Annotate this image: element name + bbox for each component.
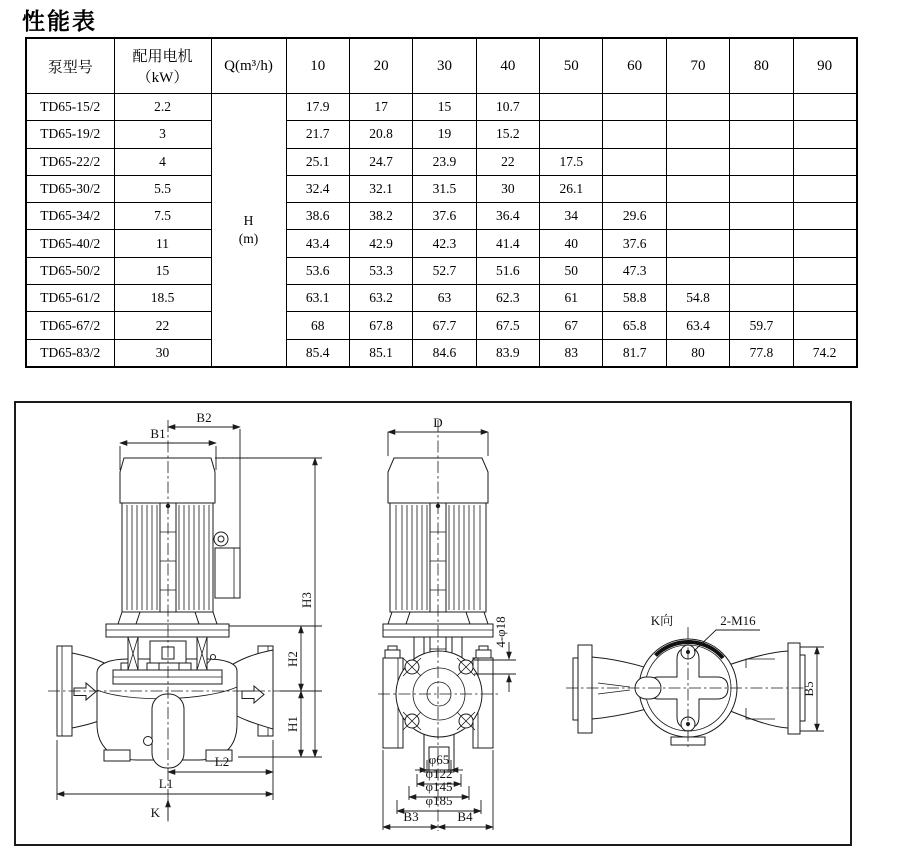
cell-head-value: 54.8 <box>666 285 729 312</box>
cell-head-value: 83 <box>540 339 603 367</box>
cell-motor-kw: 7.5 <box>114 203 211 230</box>
col-header-q30: 30 <box>413 38 476 94</box>
cell-head-value: 37.6 <box>603 230 666 257</box>
cell-head-value: 22 <box>476 148 539 175</box>
cell-head-value <box>793 94 856 121</box>
cell-head-value: 63.4 <box>666 312 729 339</box>
cell-head-value <box>793 203 856 230</box>
cell-head-value <box>793 121 856 148</box>
cell-head-value: 19 <box>413 121 476 148</box>
dim-label-h1: H1 <box>285 716 300 732</box>
performance-table <box>25 37 858 368</box>
cell-head-value: 17 <box>349 94 412 121</box>
cell-head-value <box>793 257 856 284</box>
cell-motor-kw: 2.2 <box>114 94 211 121</box>
cell-head-value: 30 <box>476 175 539 202</box>
cell-head-value <box>730 257 793 284</box>
cell-head-value: 24.7 <box>349 148 412 175</box>
cell-head-value <box>793 285 856 312</box>
cell-head-value: 43.4 <box>286 230 349 257</box>
cell-head-value <box>793 312 856 339</box>
cell-head-value: 10.7 <box>476 94 539 121</box>
cell-head-value: 17.5 <box>540 148 603 175</box>
col-header-q60: 60 <box>603 38 666 94</box>
cell-model: TD65-34/2 <box>26 203 114 230</box>
cell-head-value: 36.4 <box>476 203 539 230</box>
cell-model: TD65-22/2 <box>26 148 114 175</box>
table-row <box>26 94 857 121</box>
cell-head-value <box>603 148 666 175</box>
col-header-model: 泵型号 <box>26 38 114 94</box>
cell-head-value: 53.6 <box>286 257 349 284</box>
cell-head-value: 83.9 <box>476 339 539 367</box>
cell-head-value <box>730 148 793 175</box>
cell-motor-kw: 5.5 <box>114 175 211 202</box>
cell-head-value: 50 <box>540 257 603 284</box>
table-row <box>26 230 857 257</box>
dim-label-d: D <box>433 415 443 430</box>
dim-label-flange-od: φ185 <box>425 793 453 808</box>
col-header-q10: 10 <box>286 38 349 94</box>
cell-head-value <box>603 175 666 202</box>
perf-table-body <box>26 94 857 367</box>
dim-label-k: K <box>150 805 160 820</box>
cell-model: TD65-40/2 <box>26 230 114 257</box>
cell-head-value: 61 <box>540 285 603 312</box>
cell-motor-kw: 15 <box>114 257 211 284</box>
cell-head-value: 59.7 <box>730 312 793 339</box>
dim-label-b4: B4 <box>457 809 473 824</box>
cell-head-value: 34 <box>540 203 603 230</box>
cell-head-value: 77.8 <box>730 339 793 367</box>
cell-head-value: 42.9 <box>349 230 412 257</box>
cell-head-value: 58.8 <box>603 285 666 312</box>
cell-head-value: 21.7 <box>286 121 349 148</box>
cell-head-value: 38.6 <box>286 203 349 230</box>
cell-head-value <box>793 230 856 257</box>
dim-label-h3: H3 <box>299 592 314 608</box>
cell-head-value <box>666 230 729 257</box>
cell-head-value: 29.6 <box>603 203 666 230</box>
cell-head-value: 63.2 <box>349 285 412 312</box>
cell-head-value: 53.3 <box>349 257 412 284</box>
table-row <box>26 257 857 284</box>
cell-head-value <box>540 94 603 121</box>
dim-label-raised-face: φ145 <box>425 779 453 794</box>
dim-label-bolt-holes: 4-φ18 <box>493 616 508 648</box>
cell-head-value: 85.4 <box>286 339 349 367</box>
cell-head-value <box>666 175 729 202</box>
cell-head-value: 65.8 <box>603 312 666 339</box>
table-row <box>26 339 857 367</box>
cell-head-value <box>603 121 666 148</box>
cell-head-value: 32.1 <box>349 175 412 202</box>
cell-head-value <box>730 175 793 202</box>
k-view-title: K向 <box>650 613 674 628</box>
cell-head-value: 23.9 <box>413 148 476 175</box>
cell-head-value <box>666 203 729 230</box>
front-view <box>378 415 516 831</box>
side-view <box>48 410 322 822</box>
cell-head-value <box>793 175 856 202</box>
cell-model: TD65-19/2 <box>26 121 114 148</box>
col-header-motor <box>114 38 211 94</box>
cell-head-value: 20.8 <box>349 121 412 148</box>
col-header-q70: 70 <box>666 38 729 94</box>
cell-head-value <box>603 94 666 121</box>
cell-motor-kw: 11 <box>114 230 211 257</box>
col-header-q40: 40 <box>476 38 539 94</box>
cell-head-value <box>666 94 729 121</box>
cell-head-value <box>730 121 793 148</box>
cell-model: TD65-83/2 <box>26 339 114 367</box>
cell-head-value: 67 <box>540 312 603 339</box>
cell-head-value: 42.3 <box>413 230 476 257</box>
table-header-row <box>26 38 857 94</box>
table-row <box>26 148 857 175</box>
cell-head-value: 80 <box>666 339 729 367</box>
dim-label-bolt-circle: φ122 <box>425 766 453 781</box>
cell-head-value: 32.4 <box>286 175 349 202</box>
cell-motor-kw: 22 <box>114 312 211 339</box>
cell-head-value: 52.7 <box>413 257 476 284</box>
dim-label-l1: L1 <box>158 776 174 791</box>
cell-model: TD65-30/2 <box>26 175 114 202</box>
cell-head-value <box>666 148 729 175</box>
table-row <box>26 121 857 148</box>
dim-label-b3: B3 <box>403 809 419 824</box>
table-row <box>26 312 857 339</box>
cell-head-value: 37.6 <box>413 203 476 230</box>
table-row <box>26 175 857 202</box>
pump-drawing-svg <box>16 403 850 844</box>
col-header-q80: 80 <box>730 38 793 94</box>
cell-head-value: 15.2 <box>476 121 539 148</box>
cell-motor-kw: 18.5 <box>114 285 211 312</box>
cell-head-value: 15 <box>413 94 476 121</box>
cell-head-value: 63.1 <box>286 285 349 312</box>
cell-head-value: 74.2 <box>793 339 856 367</box>
cell-head-value: 26.1 <box>540 175 603 202</box>
table-row <box>26 203 857 230</box>
table-row <box>26 285 857 312</box>
cell-head-value: 85.1 <box>349 339 412 367</box>
cell-head-value: 67.8 <box>349 312 412 339</box>
dim-label-b5: B5 <box>801 681 816 697</box>
cell-motor-kw: 30 <box>114 339 211 367</box>
cell-head-value <box>666 257 729 284</box>
col-header-motor-line2: （kW） <box>136 70 189 86</box>
cell-model: TD65-50/2 <box>26 257 114 284</box>
dim-label-thread: 2-M16 <box>720 613 756 628</box>
dim-label-b1: B1 <box>150 426 166 441</box>
cell-head-value: 81.7 <box>603 339 666 367</box>
cell-head-value: 47.3 <box>603 257 666 284</box>
cell-head-value: 68 <box>286 312 349 339</box>
dim-label-h2: H2 <box>285 651 300 667</box>
cell-head-value: 62.3 <box>476 285 539 312</box>
cell-head-value: 67.5 <box>476 312 539 339</box>
pump-dimension-drawing <box>14 401 852 846</box>
cell-head-value: 67.7 <box>413 312 476 339</box>
cell-head-value: 31.5 <box>413 175 476 202</box>
cell-head-value: 40 <box>540 230 603 257</box>
cell-head-value: 63 <box>413 285 476 312</box>
cell-head-value <box>730 230 793 257</box>
k-direction-view <box>566 613 824 750</box>
dim-label-b2: B2 <box>196 410 212 425</box>
cell-head-value: 38.2 <box>349 203 412 230</box>
cell-head-value: 25.1 <box>286 148 349 175</box>
col-header-q90: 90 <box>793 38 856 94</box>
col-header-motor-line1: 配用电机 <box>132 49 193 65</box>
cell-head-value <box>730 285 793 312</box>
cell-model: TD65-67/2 <box>26 312 114 339</box>
cell-head-value: 41.4 <box>476 230 539 257</box>
dim-label-bore: φ65 <box>428 752 450 767</box>
page-title: 性能表 <box>22 9 97 35</box>
cell-head-value <box>730 203 793 230</box>
cell-motor-kw: 3 <box>114 121 211 148</box>
cell-head-value <box>666 121 729 148</box>
cell-head-value: 17.9 <box>286 94 349 121</box>
cell-head-value <box>730 94 793 121</box>
cell-head-value: 51.6 <box>476 257 539 284</box>
col-header-flow: Q(m³/h) <box>211 38 286 94</box>
head-unit-cell: H (m) <box>211 94 286 367</box>
cell-head-value <box>540 121 603 148</box>
cell-head-value <box>793 148 856 175</box>
dim-label-l2: L2 <box>214 754 230 769</box>
cell-model: TD65-15/2 <box>26 94 114 121</box>
col-header-q50: 50 <box>540 38 603 94</box>
col-header-q20: 20 <box>349 38 412 94</box>
cell-head-value: 84.6 <box>413 339 476 367</box>
cell-model: TD65-61/2 <box>26 285 114 312</box>
cell-motor-kw: 4 <box>114 148 211 175</box>
